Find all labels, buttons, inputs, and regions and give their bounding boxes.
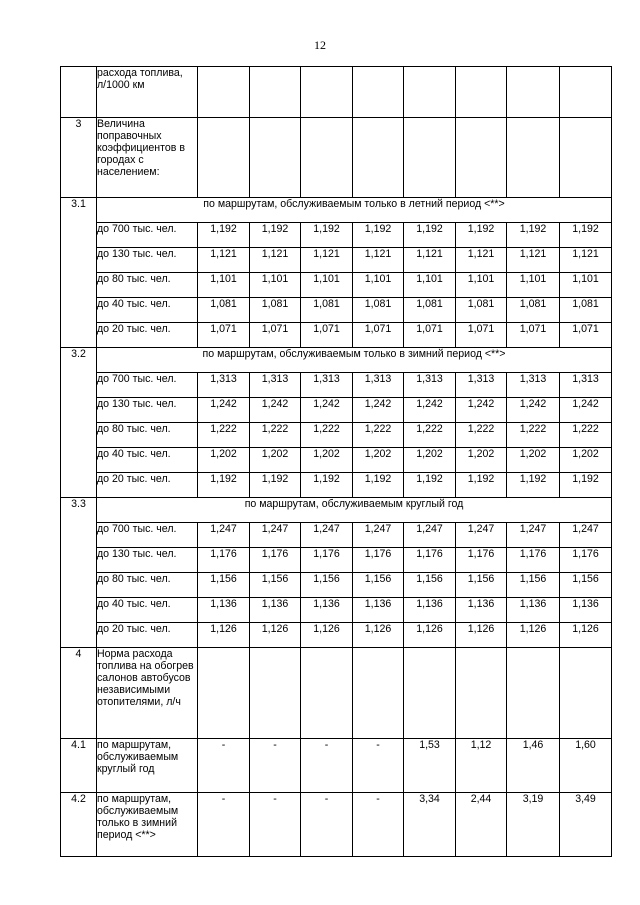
coefficient-value: 1,101 [507, 273, 560, 298]
empty-cell [250, 118, 301, 198]
coefficient-value: 1,192 [301, 223, 353, 248]
population-label: до 700 тыс. чел. [97, 523, 198, 548]
coefficient-value: 1,121 [353, 248, 404, 273]
norm-value: - [301, 739, 353, 793]
norm-value: - [353, 793, 404, 857]
coefficient-value: 1,176 [456, 548, 507, 573]
table-row [61, 648, 612, 739]
population-label: до 80 тыс. чел. [97, 423, 198, 448]
coefficient-value: 1,313 [456, 373, 507, 398]
coefficient-value: 1,222 [198, 423, 250, 448]
empty-cell [353, 118, 404, 198]
norm-value: 1,53 [404, 739, 456, 793]
coefficient-value: 1,081 [198, 298, 250, 323]
coefficient-value: 1,156 [250, 573, 301, 598]
coefficient-value: 1,242 [456, 398, 507, 423]
coefficient-value: 1,071 [507, 323, 560, 348]
coefficient-value: 1,247 [198, 523, 250, 548]
coefficient-value: 1,156 [456, 573, 507, 598]
row-number: 3 [61, 118, 97, 198]
empty-cell [560, 67, 612, 118]
empty-cell [507, 118, 560, 198]
norm-value: 1,46 [507, 739, 560, 793]
group-number: 3.3 [61, 498, 97, 648]
norm-value: - [198, 793, 250, 857]
coefficient-value: 1,081 [250, 298, 301, 323]
table-row [61, 598, 612, 623]
empty-cell [198, 67, 250, 118]
coefficient-value: 1,247 [301, 523, 353, 548]
coefficient-value: 1,192 [456, 223, 507, 248]
coefficient-value: 1,126 [507, 623, 560, 648]
group-header: по маршрутам, обслуживаемым только в зимний период <**> [97, 348, 612, 373]
coefficient-value: 1,202 [301, 448, 353, 473]
coefficient-value: 1,192 [301, 473, 353, 498]
empty-cell [507, 67, 560, 118]
table-body [61, 67, 612, 857]
coefficient-value: 1,071 [560, 323, 612, 348]
empty-cell [198, 648, 250, 739]
empty-cell [353, 67, 404, 118]
coefficient-value: 1,242 [353, 398, 404, 423]
coefficient-value: 1,081 [507, 298, 560, 323]
row-label: Норма расхода топлива на обогрев салонов автобусов независимыми отопителями, л/ч [97, 648, 198, 739]
norm-value: 3,19 [507, 793, 560, 857]
coefficient-value: 1,136 [301, 598, 353, 623]
coefficient-value: 1,156 [301, 573, 353, 598]
coefficient-value: 1,202 [353, 448, 404, 473]
population-label: до 130 тыс. чел. [97, 398, 198, 423]
table-row [61, 298, 612, 323]
coefficient-value: 1,081 [353, 298, 404, 323]
table-row [61, 273, 612, 298]
coefficient-value: 1,313 [404, 373, 456, 398]
coefficient-value: 1,126 [198, 623, 250, 648]
coefficient-value: 1,101 [301, 273, 353, 298]
coefficient-value: 1,192 [404, 223, 456, 248]
population-label: до 80 тыс. чел. [97, 273, 198, 298]
coefficient-value: 1,242 [404, 398, 456, 423]
coefficient-value: 1,247 [353, 523, 404, 548]
coefficient-value: 1,222 [507, 423, 560, 448]
coefficient-value: 1,121 [560, 248, 612, 273]
coefficient-value: 1,176 [301, 548, 353, 573]
empty-cell [456, 67, 507, 118]
coefficient-value: 1,313 [198, 373, 250, 398]
coefficient-value: 1,101 [560, 273, 612, 298]
page-number: 12 [314, 38, 326, 52]
group-header-row [61, 498, 612, 523]
empty-cell [456, 118, 507, 198]
coefficient-value: 1,192 [507, 223, 560, 248]
coefficient-value: 1,247 [507, 523, 560, 548]
table-row [61, 398, 612, 423]
table-row [61, 473, 612, 498]
population-label: до 130 тыс. чел. [97, 548, 198, 573]
coefficient-value: 1,101 [250, 273, 301, 298]
table-row [61, 423, 612, 448]
empty-cell [250, 648, 301, 739]
empty-cell [404, 67, 456, 118]
empty-cell [560, 118, 612, 198]
table-row [61, 548, 612, 573]
coefficient-value: 1,081 [404, 298, 456, 323]
coefficient-value: 1,222 [301, 423, 353, 448]
coefficient-value: 1,202 [560, 448, 612, 473]
table-row [61, 323, 612, 348]
empty-cell [404, 648, 456, 739]
coefficient-value: 1,101 [456, 273, 507, 298]
population-label: до 40 тыс. чел. [97, 298, 198, 323]
row-label: по маршрутам, обслуживаемым круглый год [97, 739, 198, 793]
norm-value: 1,60 [560, 739, 612, 793]
coefficient-value: 1,126 [404, 623, 456, 648]
coefficient-value: 1,136 [456, 598, 507, 623]
coefficient-value: 1,121 [404, 248, 456, 273]
row-number: 4.2 [61, 793, 97, 857]
empty-cell [301, 118, 353, 198]
coefficient-value: 1,176 [404, 548, 456, 573]
norm-value: 3,49 [560, 793, 612, 857]
row-label: Величина поправочных коэффициентов в городах с населением: [97, 118, 198, 198]
coefficient-value: 1,222 [404, 423, 456, 448]
population-label: до 20 тыс. чел. [97, 623, 198, 648]
norm-value: 2,44 [456, 793, 507, 857]
coefficient-value: 1,136 [250, 598, 301, 623]
coefficient-value: 1,176 [560, 548, 612, 573]
empty-cell [301, 67, 353, 118]
coefficient-value: 1,313 [560, 373, 612, 398]
coefficient-value: 1,192 [560, 223, 612, 248]
row-label: расхода топлива, л/1000 км [97, 67, 198, 118]
coefficient-value: 1,222 [560, 423, 612, 448]
coefficient-value: 1,071 [250, 323, 301, 348]
coefficient-value: 1,242 [560, 398, 612, 423]
coefficient-value: 1,313 [301, 373, 353, 398]
coefficient-value: 1,101 [353, 273, 404, 298]
coefficient-value: 1,247 [404, 523, 456, 548]
coefficient-value: 1,222 [250, 423, 301, 448]
coefficient-value: 1,101 [198, 273, 250, 298]
coefficient-value: 1,242 [198, 398, 250, 423]
coefficient-value: 1,247 [456, 523, 507, 548]
coefficient-value: 1,176 [507, 548, 560, 573]
norm-value: 1,12 [456, 739, 507, 793]
population-label: до 700 тыс. чел. [97, 223, 198, 248]
coefficient-value: 1,121 [507, 248, 560, 273]
coefficient-value: 1,136 [404, 598, 456, 623]
table-row [61, 623, 612, 648]
group-number: 3.1 [61, 198, 97, 348]
table-row [61, 67, 612, 118]
group-header: по маршрутам, обслуживаемым круглый год [97, 498, 612, 523]
norm-value: - [198, 739, 250, 793]
empty-cell [507, 648, 560, 739]
coefficient-value: 1,192 [198, 473, 250, 498]
table-row [61, 118, 612, 198]
table-row [61, 373, 612, 398]
population-label: до 40 тыс. чел. [97, 598, 198, 623]
coefficient-value: 1,136 [198, 598, 250, 623]
coefficient-value: 1,126 [353, 623, 404, 648]
population-label: до 130 тыс. чел. [97, 248, 198, 273]
population-label: до 20 тыс. чел. [97, 473, 198, 498]
coefficient-value: 1,121 [301, 248, 353, 273]
coefficient-value: 1,192 [560, 473, 612, 498]
coefficient-value: 1,247 [560, 523, 612, 548]
coefficient-value: 1,192 [198, 223, 250, 248]
coefficient-value: 1,176 [353, 548, 404, 573]
empty-cell [198, 118, 250, 198]
coefficient-value: 1,156 [507, 573, 560, 598]
coefficient-value: 1,101 [404, 273, 456, 298]
fuel-norms-table [60, 66, 612, 857]
coefficient-value: 1,136 [507, 598, 560, 623]
population-label: до 80 тыс. чел. [97, 573, 198, 598]
coefficient-value: 1,202 [456, 448, 507, 473]
table-row [61, 248, 612, 273]
coefficient-value: 1,121 [250, 248, 301, 273]
coefficient-value: 1,202 [507, 448, 560, 473]
coefficient-value: 1,192 [250, 473, 301, 498]
norm-value: - [353, 739, 404, 793]
coefficient-value: 1,247 [250, 523, 301, 548]
group-header-row [61, 348, 612, 373]
coefficient-value: 1,192 [404, 473, 456, 498]
coefficient-value: 1,192 [507, 473, 560, 498]
norm-value: - [250, 739, 301, 793]
row-label: по маршрутам, обслуживаемым только в зимний период <**> [97, 793, 198, 857]
table-row [61, 739, 612, 793]
coefficient-value: 1,156 [353, 573, 404, 598]
coefficient-value: 1,126 [250, 623, 301, 648]
table-row [61, 573, 612, 598]
empty-cell [404, 118, 456, 198]
table-row [61, 793, 612, 857]
coefficient-value: 1,071 [456, 323, 507, 348]
coefficient-value: 1,222 [456, 423, 507, 448]
coefficient-value: 1,136 [560, 598, 612, 623]
coefficient-value: 1,242 [507, 398, 560, 423]
coefficient-value: 1,202 [250, 448, 301, 473]
population-label: до 40 тыс. чел. [97, 448, 198, 473]
population-label: до 20 тыс. чел. [97, 323, 198, 348]
norm-value: - [301, 793, 353, 857]
coefficient-value: 1,121 [198, 248, 250, 273]
coefficient-value: 1,071 [404, 323, 456, 348]
coefficient-value: 1,071 [301, 323, 353, 348]
row-number: 4 [61, 648, 97, 739]
coefficient-value: 1,192 [250, 223, 301, 248]
coefficient-value: 1,313 [353, 373, 404, 398]
norm-value: 3,34 [404, 793, 456, 857]
empty-cell [560, 648, 612, 739]
empty-cell [301, 648, 353, 739]
coefficient-value: 1,081 [560, 298, 612, 323]
empty-cell [456, 648, 507, 739]
coefficient-value: 1,071 [198, 323, 250, 348]
coefficient-value: 1,192 [353, 473, 404, 498]
coefficient-value: 1,156 [198, 573, 250, 598]
table-row [61, 448, 612, 473]
coefficient-value: 1,081 [456, 298, 507, 323]
population-label: до 700 тыс. чел. [97, 373, 198, 398]
empty-cell [250, 67, 301, 118]
row-number: 4.1 [61, 739, 97, 793]
coefficient-value: 1,071 [353, 323, 404, 348]
coefficient-value: 1,081 [301, 298, 353, 323]
coefficient-value: 1,156 [404, 573, 456, 598]
coefficient-value: 1,126 [560, 623, 612, 648]
group-number: 3.2 [61, 348, 97, 498]
norm-value: - [250, 793, 301, 857]
empty-cell [353, 648, 404, 739]
coefficient-value: 1,126 [301, 623, 353, 648]
coefficient-value: 1,313 [507, 373, 560, 398]
coefficient-value: 1,121 [456, 248, 507, 273]
coefficient-value: 1,202 [198, 448, 250, 473]
coefficient-value: 1,242 [301, 398, 353, 423]
coefficient-value: 1,202 [404, 448, 456, 473]
coefficient-value: 1,192 [353, 223, 404, 248]
group-header: по маршрутам, обслуживаемым только в летний период <**> [97, 198, 612, 223]
table-row [61, 523, 612, 548]
coefficient-value: 1,126 [456, 623, 507, 648]
coefficient-value: 1,313 [250, 373, 301, 398]
coefficient-value: 1,222 [353, 423, 404, 448]
group-header-row [61, 198, 612, 223]
coefficient-value: 1,136 [353, 598, 404, 623]
coefficient-value: 1,176 [250, 548, 301, 573]
table-row [61, 223, 612, 248]
coefficient-value: 1,156 [560, 573, 612, 598]
coefficient-value: 1,242 [250, 398, 301, 423]
row-number-cell [61, 67, 97, 118]
coefficient-value: 1,176 [198, 548, 250, 573]
coefficient-value: 1,192 [456, 473, 507, 498]
